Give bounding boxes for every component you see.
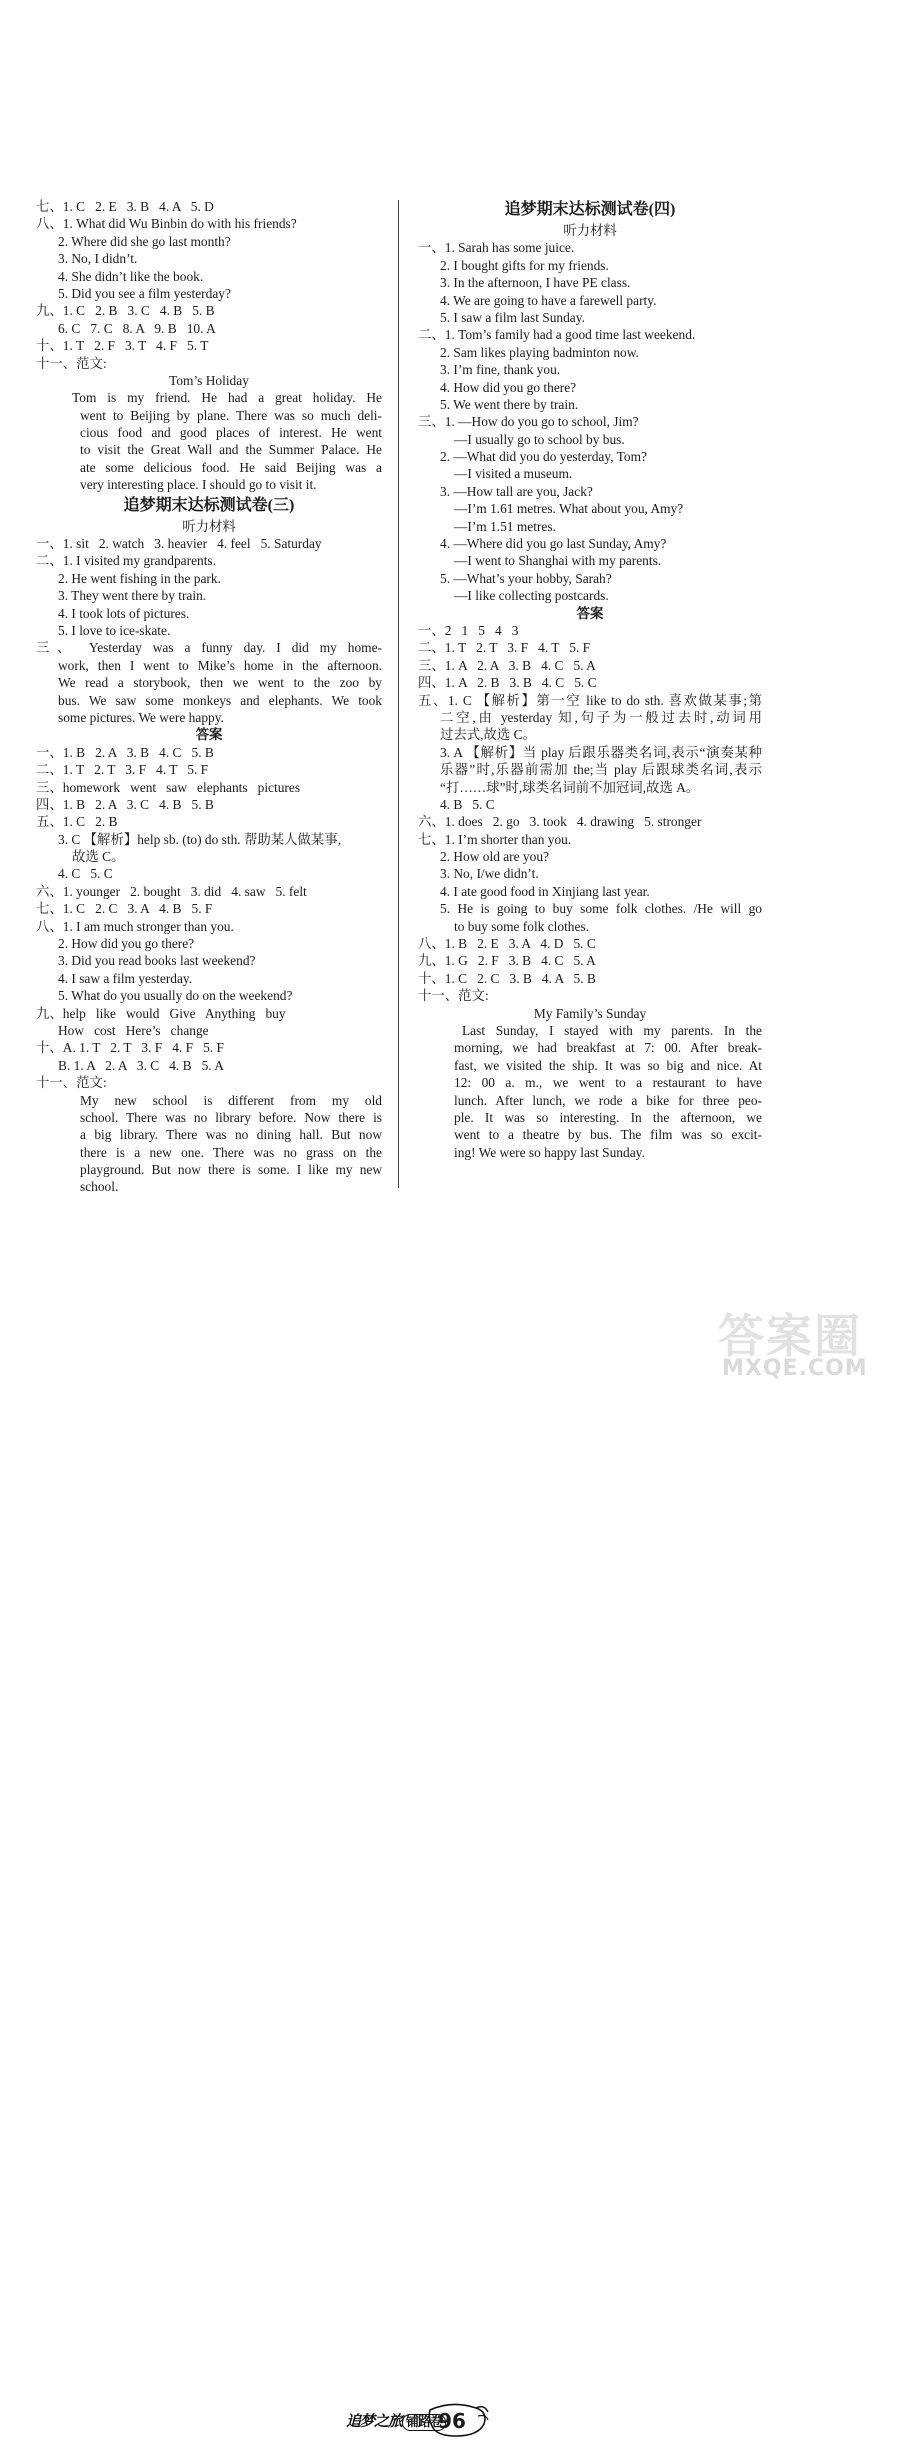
text-line: 5. —What’s your hobby, Sarah?	[440, 570, 612, 586]
page-number-badge	[426, 2402, 490, 2440]
text-line: —I visited a museum.	[454, 466, 573, 482]
text-line: 三、1. A 2. A 3. B 4. C 5. A	[418, 657, 596, 673]
text-line: 2. Where did she go last month?	[58, 233, 231, 249]
text-line: 2. I bought gifts for my friends.	[440, 257, 609, 273]
text-line: 十一、范文:	[418, 988, 489, 1004]
text-line: 4. I saw a film yesterday.	[58, 970, 193, 986]
text-line: 二、1. Tom’s family had a good time last weekend.	[418, 327, 696, 343]
text-line: 听力材料	[182, 518, 236, 534]
text-line: school.	[80, 1179, 119, 1195]
text-line: 九、1. C 2. B 3. C 4. B 5. B	[36, 303, 215, 319]
text-line: 2. —What did you do yesterday, Tom?	[440, 449, 647, 465]
text-line: 五、1. C 【解析】第一空 like to do sth. 喜欢做某事;第	[418, 692, 762, 708]
text-line: some pictures. We were happy.	[58, 709, 224, 725]
text-line: 3. Did you read books last weekend?	[58, 953, 256, 969]
text-line: 七、1. C 2. C 3. A 4. B 5. F	[36, 901, 213, 917]
text-line: 十一、范文:	[36, 1075, 107, 1091]
right-column	[418, 198, 762, 1161]
text-line: school. There was no library before. Now there is	[80, 1109, 382, 1125]
text-line: 五、1. C 2. B	[36, 814, 118, 830]
text-line: 5. What do you usually do on the weekend?	[58, 988, 293, 1004]
text-line: 5. Did you see a film yesterday?	[58, 285, 231, 301]
text-line: 2. Sam likes playing badminton now.	[440, 344, 639, 360]
text-line: 十一、范文:	[36, 355, 107, 371]
text-line: 4. B 5. C	[440, 796, 495, 812]
text-line: 一、1. Sarah has some juice.	[418, 240, 575, 256]
text-line: very interesting place. I should go to visit it.	[80, 477, 317, 493]
text-line: ing! We were so happy last Sunday.	[454, 1144, 645, 1160]
column-divider	[398, 200, 399, 1188]
text-line: 6. C 7. C 8. A 9. B 10. A	[58, 320, 216, 336]
text-line: 八、1. I am much stronger than you.	[36, 918, 234, 934]
text-line: 2. He went fishing in the park.	[58, 570, 221, 586]
text-line: 3. —How tall are you, Jack?	[440, 483, 593, 499]
text-line: 八、1. B 2. E 3. A 4. D 5. C	[418, 936, 596, 952]
text-line: 过去式,故选 C。	[440, 727, 536, 743]
text-line: lunch. After lunch, we rode a bike for three peo-	[454, 1092, 762, 1108]
text-line: 七、1. I’m shorter than you.	[418, 831, 572, 847]
text-line: —I’m 1.61 metres. What about you, Amy?	[454, 501, 684, 517]
text-line: —I went to Shanghai with my parents.	[454, 553, 662, 569]
text-line: 十、1. T 2. F 3. T 4. F 5. T	[36, 338, 209, 354]
text-line: 十、A. 1. T 2. T 3. F 4. F 5. F	[36, 1040, 225, 1056]
watermark	[718, 1300, 896, 1386]
text-line: 4. How did you go there?	[440, 379, 577, 395]
text-line: 4. We are going to have a farewell party.	[440, 292, 657, 308]
text-line: “打……球”时,球类名词前不加冠词,故选 A。	[440, 779, 700, 795]
text-line: 4. C 5. C	[58, 866, 113, 882]
text-line: 一、1. B 2. A 3. B 4. C 5. B	[36, 744, 214, 760]
text-line: 答案	[195, 727, 223, 743]
text-line: morning, we had breakfast at 7: 00. After break-	[454, 1040, 762, 1056]
text-line: 一、2 1 5 4 3	[418, 622, 519, 638]
page-number: 96	[438, 2409, 466, 2433]
text-line: 六、1. younger 2. bought 3. did 4. saw 5. felt	[36, 883, 307, 899]
text-line: 5. We went there by train.	[440, 396, 579, 412]
text-line: 八、1. What did Wu Binbin do with his friends?	[36, 216, 297, 232]
text-line: Tom is my friend. He had a great holiday. He	[72, 390, 382, 406]
text-line: 3. A 【解析】当 play 后跟乐器类名词,表示“演奏某种	[440, 744, 762, 760]
left-column	[36, 198, 382, 1196]
text-line: playground. But now there is some. I like my new	[80, 1162, 382, 1178]
text-line: to buy some folk clothes.	[454, 918, 590, 934]
text-line: 3. I’m fine, thank you.	[440, 362, 561, 378]
text-line: 三、 Yesterday was a funny day. I did my home-	[36, 640, 382, 656]
text-line: 乐器”时,乐器前需加 the;当 play 后跟球类名词,表示	[440, 762, 762, 778]
text-line: ple. It was so interesting. In the afternoon, we	[454, 1109, 762, 1125]
text-line: there is a new one. There was no grass on the	[80, 1144, 382, 1160]
text-line: Tom’s Holiday	[169, 372, 249, 388]
text-line: 四、1. A 2. B 3. B 4. C 5. C	[418, 675, 597, 691]
text-line: 三、1. —How do you go to school, Jim?	[418, 414, 639, 430]
text-line: 二、1. I visited my grandparents.	[36, 553, 216, 569]
text-line: a big library. There was no dining hall. But now	[80, 1127, 382, 1143]
text-line: 4. I took lots of pictures.	[58, 605, 190, 621]
text-line: 答案	[576, 605, 604, 621]
text-line: 七、1. C 2. E 3. B 4. A 5. D	[36, 199, 214, 214]
text-line: to visit the Great Wall and the Summer Palace. He	[80, 442, 382, 458]
text-line: 听力材料	[563, 223, 617, 238]
text-line: 5. I saw a film last Sunday.	[440, 309, 585, 325]
text-line: —I’m 1.51 metres.	[454, 518, 556, 534]
text-line: 三、homework went saw elephants pictures	[36, 779, 301, 795]
text-line: 六、1. does 2. go 3. took 4. drawing 5. stronger	[418, 814, 702, 830]
text-line: 2. How did you go there?	[58, 936, 195, 952]
text-line: 5. He is going to buy some folk clothes. /He will go	[440, 901, 762, 917]
text-line: 4. I ate good food in Xinjiang last year.	[440, 883, 650, 899]
text-line: 12: 00 a. m., we went to a restaurant to have	[454, 1075, 762, 1091]
text-line: We read a storybook, then we went to the zoo by	[58, 675, 382, 691]
text-line: went to a theatre by bus. The film was so excit-	[454, 1127, 762, 1143]
text-line: 九、help like would Give Anything buy	[36, 1005, 286, 1021]
text-line: 二、1. T 2. T 3. F 4. T 5. F	[36, 762, 209, 778]
text-line: 四、1. B 2. A 3. C 4. B 5. B	[36, 796, 214, 812]
text-line: 一、1. sit 2. watch 3. heavier 4. feel 5. Saturday	[36, 536, 322, 552]
text-line: 4. —Where did you go last Sunday, Amy?	[440, 536, 667, 552]
text-line: bus. We saw some monkeys and elephants. We took	[58, 692, 382, 708]
text-line: 4. She didn’t like the book.	[58, 268, 204, 284]
text-line: 十、1. C 2. C 3. B 4. A 5. B	[418, 970, 596, 986]
text-line: 3. No, I didn’t.	[58, 251, 138, 267]
text-line: Last Sunday, I stayed with my parents. In the	[462, 1022, 762, 1038]
text-line: 3. C 【解析】help sb. (to) do sth. 帮助某人做某事,	[58, 831, 342, 847]
text-line: fast, we visited the ship. It was so big and nice. At	[454, 1057, 762, 1073]
text-line: 故选 C。	[72, 849, 125, 865]
text-line: My Family’s Sunday	[533, 1005, 647, 1021]
logo-text: 追梦之旅	[346, 2412, 403, 2430]
text-line: —I usually go to school by bus.	[454, 431, 625, 447]
section-title: 追梦期末达标测试卷(四)	[504, 201, 676, 218]
text-line: 二空,由 yesterday 知,句子为一般过去时,动词用	[440, 709, 762, 725]
text-line: 九、1. G 2. F 3. B 4. C 5. A	[418, 953, 596, 969]
text-line: work, then I went to Mike’s home in the afternoon.	[58, 657, 382, 673]
section-title: 追梦期末达标测试卷(三)	[123, 496, 295, 514]
watermark-logo: 答案圈	[718, 1309, 862, 1363]
text-line: 2. How old are you?	[440, 849, 549, 865]
text-line: 3. They went there by train.	[58, 588, 207, 604]
text-line: B. 1. A 2. A 3. C 4. B 5. A	[58, 1057, 224, 1073]
text-line: My new school is different from my old	[80, 1092, 382, 1108]
text-line: How cost Here’s change	[58, 1022, 209, 1038]
text-line: cious food and good places of interest. He went	[80, 425, 382, 441]
text-line: went to Beijing by plane. There was so much deli-	[80, 407, 382, 423]
text-line: 二、1. T 2. T 3. F 4. T 5. F	[418, 640, 591, 656]
watermark-url: MXQE.COM	[722, 1356, 868, 1381]
text-line: —I like collecting postcards.	[454, 588, 609, 604]
logo-boxed-text: 铺路卷	[402, 2414, 446, 2431]
text-line: 3. In the afternoon, I have PE class.	[440, 275, 631, 291]
text-line: ate some delicious food. He said Beijing was a	[80, 459, 382, 475]
text-line: 3. No, I/we didn’t.	[440, 866, 539, 882]
text-line: 5. I love to ice-skate.	[58, 622, 171, 638]
